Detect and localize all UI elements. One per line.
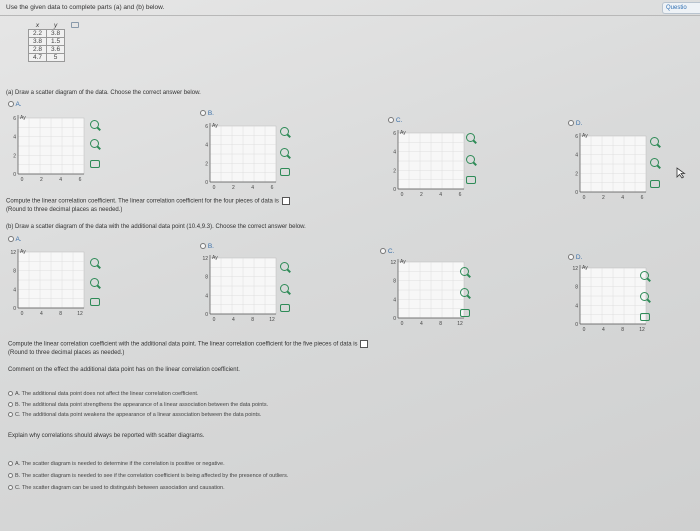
y-tick-label: 8 [393, 278, 396, 285]
choice-text: The scatter diagram can be used to distinguish between association and causation. [21, 485, 225, 491]
effect-choice-c[interactable] [8, 412, 261, 418]
y-tick-label: 0 [575, 190, 578, 196]
part-b-round-note: (Round to three decimal places as needed.) [8, 350, 125, 356]
y-tick-label: 6 [13, 116, 16, 122]
expand-icon[interactable] [280, 304, 290, 312]
choice-text: The scatter diagram is needed to determine if the correlation is positive or negative. [21, 461, 225, 467]
x-tick-label: 4 [439, 192, 443, 198]
x-tick-label: 12 [269, 317, 275, 323]
radio-icon[interactable] [200, 110, 206, 116]
option-a-b[interactable] [200, 110, 214, 117]
effect-prompt: Comment on the effect the additional data point has on the linear correlation coefficient. [8, 367, 240, 373]
col-header-x: x [35, 22, 40, 29]
zoom-in-icon[interactable] [90, 120, 99, 129]
x-tick-label: 0 [212, 317, 216, 323]
corr-a-input[interactable] [282, 197, 290, 205]
option-label: B. [207, 110, 214, 117]
x-tick-label: 4 [419, 321, 423, 327]
option-label: D. [575, 254, 583, 261]
option-a-c[interactable] [388, 117, 402, 124]
part-a-corr-prompt [6, 197, 290, 205]
table-row [29, 38, 65, 46]
explain-choice-a[interactable] [8, 461, 225, 467]
y-tick-label: 0 [393, 187, 396, 193]
x-tick-label: 0 [400, 321, 404, 327]
y-axis-label: Ay [400, 259, 406, 265]
effect-choice-b[interactable] [8, 402, 268, 408]
y-axis-label: Ay [582, 133, 588, 139]
y-tick-label: 12 [202, 256, 208, 262]
y-tick-label: 4 [13, 287, 16, 294]
expand-icon[interactable] [460, 309, 470, 317]
expand-icon[interactable] [90, 298, 100, 306]
zoom-out-icon[interactable] [90, 278, 99, 287]
plot-a-c [384, 127, 476, 201]
y-tick-label: 0 [575, 322, 578, 328]
x-tick-label: 6 [640, 195, 644, 201]
x-tick-label: 0 [400, 192, 404, 198]
question-tab[interactable]: Questio [662, 2, 700, 14]
plot-b-b [196, 252, 288, 326]
expand-icon[interactable] [466, 176, 476, 184]
x-tick-label: 2 [601, 195, 605, 201]
y-axis-label: Ay [212, 255, 218, 261]
expand-icon[interactable] [640, 313, 650, 321]
expand-icon[interactable] [650, 180, 660, 188]
x-tick-label: 4 [231, 317, 235, 323]
x-tick-label: 12 [457, 321, 463, 327]
y-tick-label: 2 [13, 153, 16, 160]
radio-icon[interactable] [388, 117, 394, 123]
corr-b-input[interactable] [360, 340, 368, 348]
y-tick-label: 4 [205, 142, 208, 149]
col-header-y: y [53, 22, 58, 29]
cell: 3.8 [47, 30, 65, 38]
choice-label: A. [15, 391, 21, 397]
x-tick-label: 6 [458, 192, 462, 198]
intro-text: Use the given data to complete parts (a) and (b) below. [6, 4, 165, 11]
x-tick-label: 4 [621, 195, 625, 201]
divider [0, 15, 700, 16]
x-tick-label: 8 [251, 317, 255, 323]
radio-icon[interactable] [8, 391, 13, 396]
x-tick-label: 2 [419, 192, 423, 198]
radio-icon[interactable] [8, 402, 13, 407]
choice-text: The additional data point does not affect the linear correlation coefficient. [21, 391, 199, 397]
radio-icon[interactable] [8, 473, 13, 478]
y-tick-label: 8 [575, 284, 578, 291]
choice-label: B. [15, 402, 21, 408]
zoom-in-icon[interactable] [460, 267, 469, 276]
cursor-icon [676, 167, 686, 179]
part-a-round-note: (Round to three decimal places as needed.) [6, 207, 123, 213]
zoom-out-icon[interactable] [280, 284, 289, 293]
x-tick-label: 0 [582, 195, 586, 201]
x-tick-label: 6 [78, 177, 82, 183]
zoom-in-icon[interactable] [640, 271, 649, 280]
x-tick-label: 0 [20, 177, 24, 183]
y-tick-label: 0 [205, 312, 208, 318]
explain-choice-c[interactable] [8, 485, 225, 491]
y-tick-label: 2 [575, 171, 578, 178]
choice-label: C. [15, 412, 21, 418]
cell: 2.8 [29, 46, 47, 54]
y-axis-label: Ay [20, 115, 26, 121]
zoom-in-icon[interactable] [90, 258, 99, 267]
y-tick-label: 6 [205, 124, 208, 130]
top-bar [0, 0, 700, 14]
x-tick-label: 4 [251, 185, 255, 191]
y-tick-label: 8 [205, 274, 208, 281]
cell: 4.7 [29, 54, 47, 62]
radio-icon[interactable] [8, 485, 13, 490]
option-label: C. [395, 117, 403, 124]
table-row [29, 30, 65, 38]
x-tick-label: 4 [601, 327, 605, 333]
option-b-d[interactable] [568, 254, 582, 261]
x-tick-label: 4 [39, 311, 43, 317]
part-b-prompt: (b) Draw a scatter diagram of the data with the additional data point (10.4,9.3). Choose the correct answer below. [6, 224, 306, 230]
x-tick-label: 12 [77, 311, 83, 317]
y-tick-label: 0 [205, 180, 208, 186]
x-tick-label: 4 [59, 177, 63, 183]
choice-label: C. [15, 485, 21, 491]
choice-text: The scatter diagram is needed to see if the correlation coefficient is being affected by the presence of outliers. [21, 473, 289, 479]
option-label: C. [387, 248, 395, 255]
y-tick-label: 0 [13, 172, 16, 178]
cell: 3.8 [29, 38, 47, 46]
zoom-out-icon[interactable] [280, 148, 289, 157]
x-tick-label: 0 [582, 327, 586, 333]
plot-a-a [4, 112, 96, 186]
y-tick-label: 4 [393, 297, 396, 304]
option-label: A. [15, 236, 22, 243]
y-axis-label: Ay [400, 130, 406, 136]
table-row [29, 54, 65, 62]
y-tick-label: 6 [393, 131, 396, 137]
zoom-in-icon[interactable] [650, 137, 659, 146]
radio-icon[interactable] [380, 248, 386, 254]
plot-a-d [566, 130, 658, 204]
part-a-prompt: (a) Draw a scatter diagram of the data. Choose the correct answer below. [6, 90, 201, 96]
x-tick-label: 0 [212, 185, 216, 191]
effect-choice-a[interactable] [8, 391, 198, 397]
option-label: D. [575, 120, 583, 127]
y-tick-label: 4 [393, 149, 396, 156]
explain-prompt: Explain why correlations should always be reported with scatter diagrams. [8, 433, 205, 439]
zoom-in-icon[interactable] [466, 133, 475, 142]
y-tick-label: 12 [390, 260, 396, 266]
cell: 2.2 [29, 30, 47, 38]
x-tick-label: 8 [439, 321, 443, 327]
cell: 5 [47, 54, 65, 62]
expand-icon[interactable] [90, 160, 100, 168]
zoom-out-icon[interactable] [466, 155, 475, 164]
radio-icon[interactable] [200, 243, 206, 249]
option-a-d[interactable] [568, 120, 582, 127]
option-b-a[interactable] [8, 236, 22, 243]
zoom-out-icon[interactable] [460, 288, 469, 297]
radio-icon[interactable] [8, 412, 13, 417]
data-table [28, 22, 65, 62]
radio-icon[interactable] [8, 461, 13, 466]
radio-icon[interactable] [568, 254, 574, 260]
expand-icon[interactable] [280, 168, 290, 176]
x-tick-label: 2 [231, 185, 235, 191]
radio-icon[interactable] [8, 236, 14, 242]
choice-text: The additional data point weakens the appearance of a linear association between the data points. [21, 412, 262, 418]
option-label: B. [207, 243, 214, 250]
zoom-out-icon[interactable] [640, 292, 649, 301]
copy-table-icon[interactable] [71, 22, 79, 28]
x-tick-label: 0 [20, 311, 24, 317]
choice-label: A. [15, 461, 21, 467]
zoom-out-icon[interactable] [650, 158, 659, 167]
option-label: A. [15, 101, 22, 108]
y-tick-label: 8 [13, 268, 16, 275]
y-axis-label: Ay [582, 265, 588, 271]
y-axis-label: Ay [20, 249, 26, 255]
x-tick-label: 6 [270, 185, 274, 191]
cell: 3.6 [47, 46, 65, 54]
y-tick-label: 6 [575, 134, 578, 140]
choice-label: B. [15, 473, 21, 479]
x-tick-label: 12 [639, 327, 645, 333]
explain-choice-b[interactable] [8, 473, 288, 479]
x-tick-label: 8 [621, 327, 625, 333]
option-a-a[interactable] [8, 101, 22, 108]
y-tick-label: 0 [393, 316, 396, 322]
zoom-in-icon[interactable] [280, 262, 289, 271]
y-tick-label: 0 [13, 306, 16, 312]
x-tick-label: 8 [59, 311, 63, 317]
choice-text: The additional data point strengthens the appearance of a linear association between the data points. [21, 402, 269, 408]
x-tick-label: 2 [39, 177, 43, 183]
option-b-b[interactable] [200, 243, 214, 250]
corr-text: Compute the linear correlation coefficient with the additional data point. The linear correlation coefficient for the five pieces of data is [8, 341, 358, 348]
zoom-out-icon[interactable] [90, 139, 99, 148]
y-tick-label: 2 [393, 168, 396, 175]
y-tick-label: 4 [205, 293, 208, 300]
zoom-in-icon[interactable] [280, 127, 289, 136]
radio-icon[interactable] [568, 120, 574, 126]
option-b-c[interactable] [380, 248, 394, 255]
y-tick-label: 12 [10, 250, 16, 256]
y-tick-label: 4 [575, 152, 578, 159]
y-axis-label: Ay [212, 123, 218, 129]
plot-a-b [196, 120, 288, 194]
corr-text: Compute the linear correlation coefficient. The linear correlation coefficient for the four pieces of data is [6, 198, 279, 205]
part-b-corr-prompt [8, 340, 368, 348]
plot-b-a [4, 246, 96, 320]
y-tick-label: 4 [575, 303, 578, 310]
radio-icon[interactable] [8, 101, 14, 107]
y-tick-label: 12 [572, 266, 578, 272]
cell: 1.5 [47, 38, 65, 46]
table-row [29, 46, 65, 54]
y-tick-label: 4 [13, 134, 16, 141]
y-tick-label: 2 [205, 161, 208, 168]
